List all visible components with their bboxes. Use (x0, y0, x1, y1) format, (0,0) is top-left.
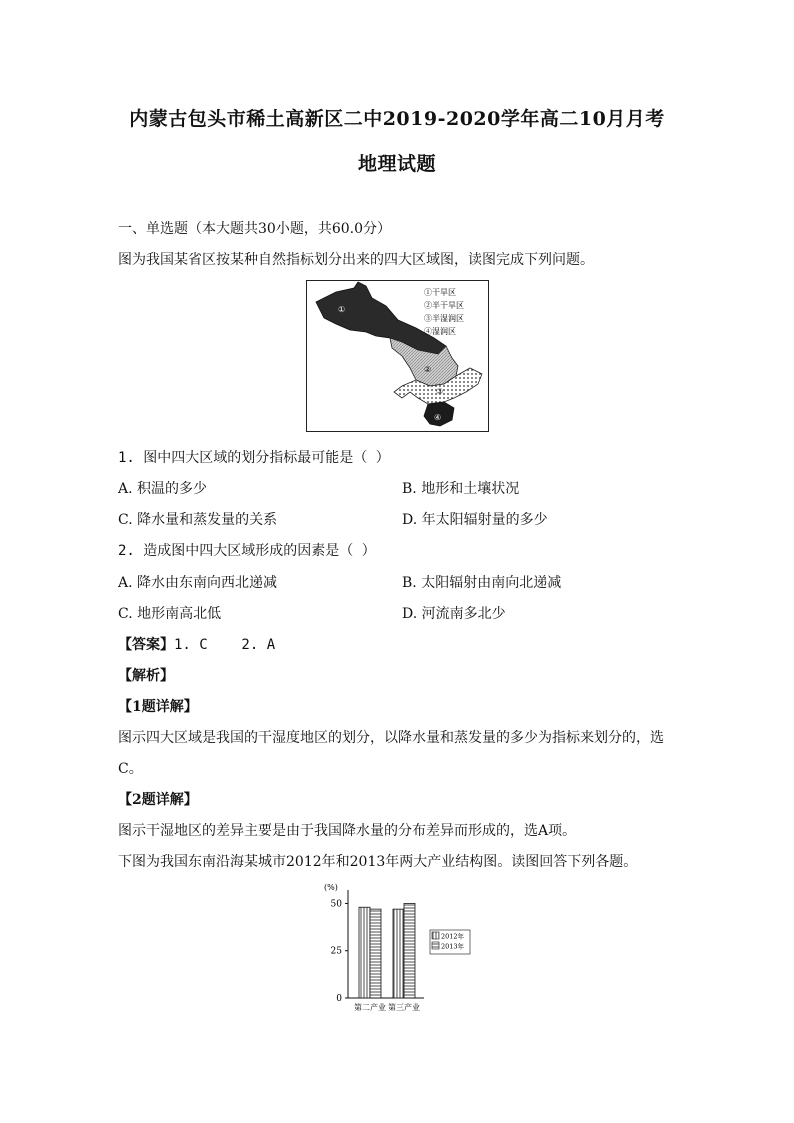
y-tick-label: 25 (330, 946, 342, 957)
exam-title: 内蒙古包头市稀土高新区二中2019-2020学年高二10月月考 (129, 108, 665, 130)
map-legend-3: ③半湿润区 (424, 314, 464, 323)
group1-intro: 图为我国某省区按某种自然指标划分出来的四大区域图，读图完成下列问题。 (118, 252, 594, 268)
q1-option-a: A. 积温的多少 (118, 481, 208, 497)
category-label: 第三产业 (388, 1003, 420, 1012)
question-2-stem: 2. 造成图中四大区域形成的因素是（ ） (118, 543, 376, 559)
legend-label: 2012年 (441, 932, 465, 941)
legend-swatch (432, 932, 439, 939)
analysis-label: 【解析】 (118, 668, 174, 684)
map-legend-1: ①干旱区 (424, 288, 456, 297)
region-map-figure (306, 280, 489, 432)
legend-label: 2013年 (441, 942, 465, 951)
svg-text:③: ③ (436, 387, 444, 396)
map-legend-4: ④湿润区 (424, 327, 456, 336)
q1-option-c: C. 降水量和蒸发量的关系 (118, 512, 278, 528)
y-unit-label: (%) (324, 883, 338, 892)
detail-1-text: 图示四大区域是我国的干湿度地区的划分，以降水量和蒸发量的多少为指标来划分的，选 (118, 730, 664, 746)
answer-label: 【答案】 (118, 637, 174, 653)
map-legend-2: ②半干旱区 (424, 301, 464, 310)
answer-row (118, 634, 275, 654)
detail-2-label: 【2题详解】 (118, 792, 198, 808)
q1-option-d: D. 年太阳辐射量的多少 (402, 512, 548, 528)
category-label: 第二产业 (354, 1003, 386, 1012)
group2-intro: 下图为我国东南沿海某城市2012年和2013年两大产业结构图。读图回答下列各题。 (118, 854, 638, 870)
detail-1-label: 【1题详解】 (118, 699, 198, 715)
svg-text:①: ① (338, 305, 346, 314)
detail-1-text-cont: C。 (118, 761, 143, 777)
exam-subtitle: 地理试题 (357, 153, 436, 175)
answer-text: 1. C 2. A (174, 637, 276, 653)
q2-option-a: A. 降水由东南向西北递减 (118, 575, 278, 591)
industry-structure-chart (312, 880, 482, 1016)
svg-text:②: ② (424, 365, 432, 374)
q2-option-c: C. 地形南高北低 (118, 606, 222, 622)
q2-option-b: B. 太阳辐射由南向北递减 (402, 575, 562, 591)
bar-0-0 (359, 907, 370, 998)
bar-1-1 (404, 903, 415, 998)
y-tick-label: 50 (330, 899, 342, 910)
bar-1-0 (393, 909, 404, 998)
section-heading: 一、单选题（本大题共30小题，共60.0分） (118, 221, 391, 237)
detail-2-text: 图示干湿地区的差异主要是由于我国降水量的分布差异而形成的，选A项。 (118, 823, 577, 839)
legend-swatch (432, 942, 439, 949)
question-1-stem: 1. 图中四大区域的划分指标最可能是（ ） (118, 450, 390, 466)
q1-option-b: B. 地形和土壤状况 (402, 481, 520, 497)
q2-option-d: D. 河流南多北少 (402, 606, 506, 622)
svg-text:④: ④ (434, 413, 442, 422)
bar-0-1 (370, 909, 381, 998)
y-tick-label: 0 (336, 994, 342, 1004)
